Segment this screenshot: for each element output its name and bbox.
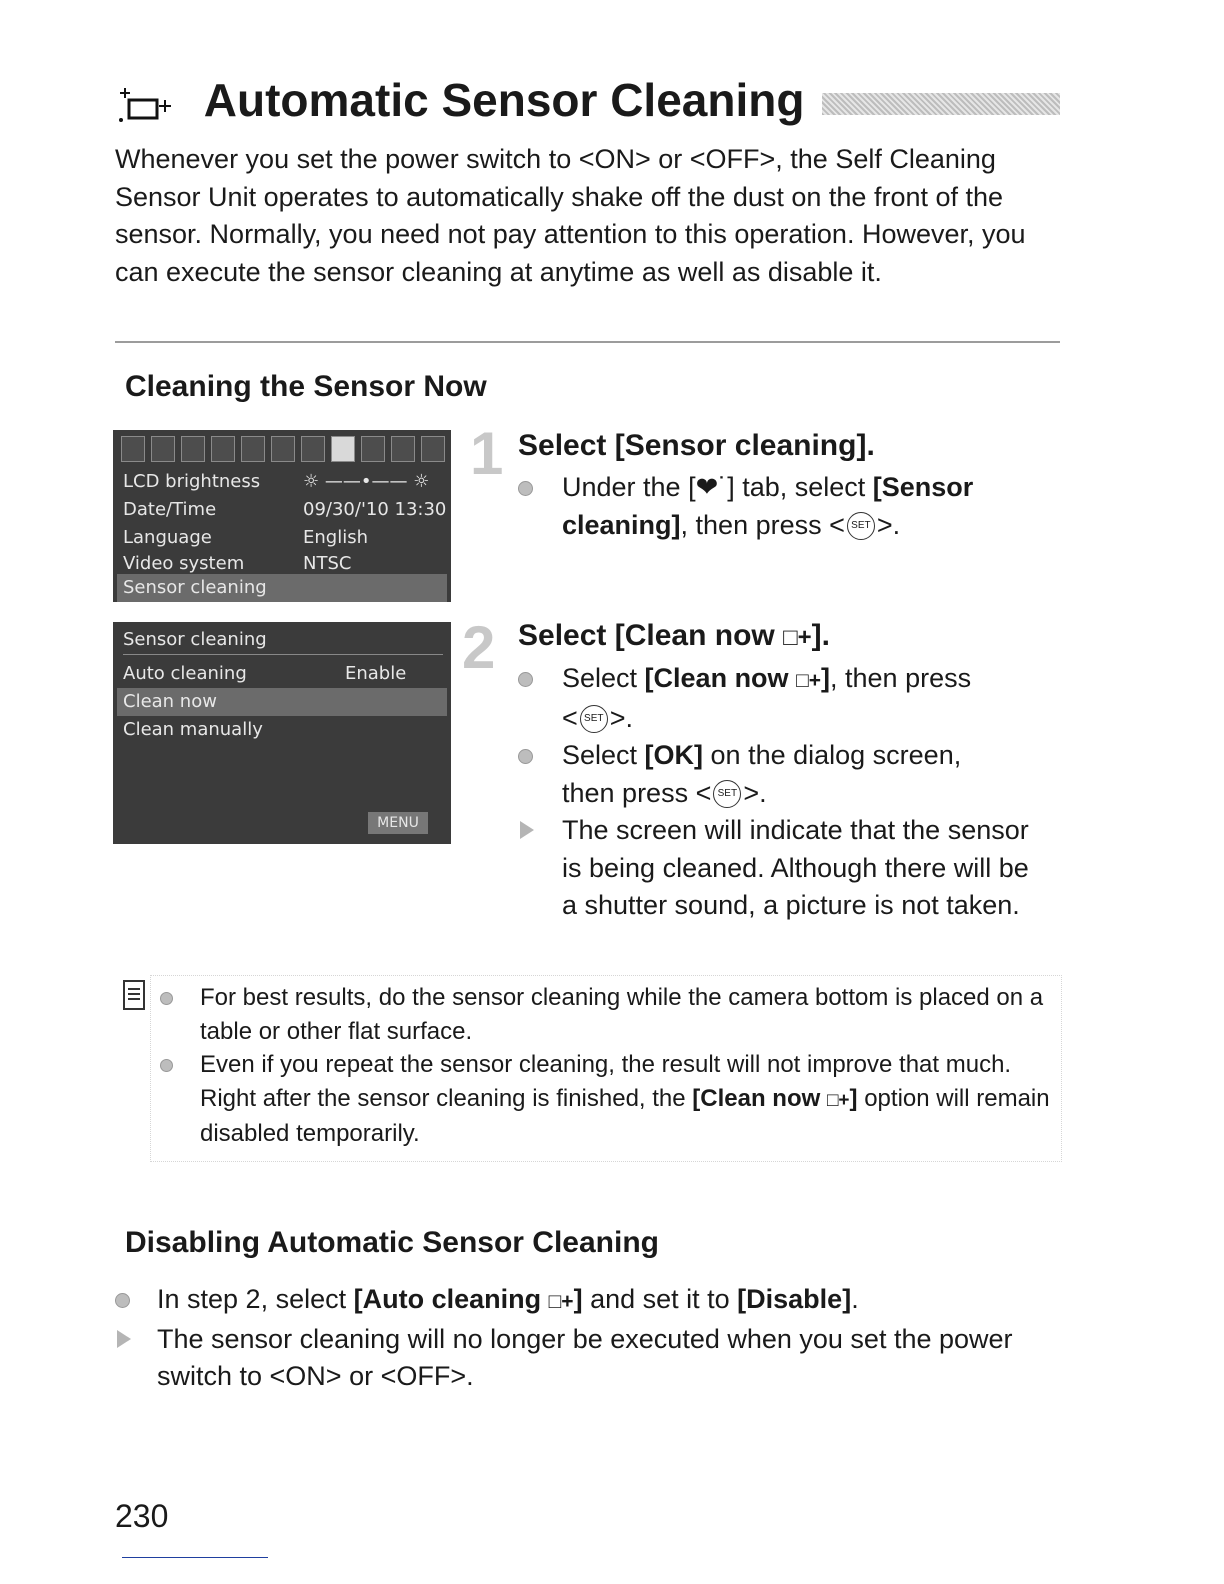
step-title: [518, 618, 830, 656]
page-title: [115, 72, 804, 128]
step1-bullets: [518, 469, 1038, 544]
text: Under the [: [562, 472, 696, 502]
set-button-icon: SET: [580, 705, 608, 733]
text: >.: [743, 777, 767, 808]
menu-tab-icon: [391, 436, 415, 462]
menu-header: Sensor cleaning: [123, 626, 443, 655]
text: [Auto cleaning: [353, 1284, 549, 1314]
menu-row-value: English: [303, 527, 368, 548]
bullet-icon: [518, 481, 533, 496]
list-item: [518, 469, 1038, 544]
text: >.: [609, 702, 634, 733]
list-item: [518, 775, 1048, 813]
menu-tab-icon: [181, 436, 205, 462]
menu-row-label: LCD brightness: [123, 471, 261, 492]
text: [OK]: [644, 740, 704, 770]
menu-tabs: [121, 436, 445, 462]
setup-tab-icon: [331, 436, 355, 462]
list-item: [518, 812, 1048, 925]
text: , then press <: [680, 509, 845, 540]
bullet-icon: [160, 1059, 173, 1072]
menu-row-label: Video system: [123, 553, 245, 574]
menu-tab-icon: [121, 436, 145, 462]
text: ]: [573, 1284, 583, 1314]
text: ]: [849, 1084, 858, 1112]
text: [Disable]: [737, 1284, 852, 1314]
text: and set it to: [582, 1284, 738, 1314]
menu-row: [123, 468, 443, 496]
text: ].: [811, 619, 830, 652]
list-item: [160, 981, 1055, 1048]
menu-row-selected: [117, 688, 447, 716]
memo-icon: [123, 980, 145, 1010]
sensor-cleaning-icon: □+: [783, 624, 812, 651]
step-number: 1: [470, 420, 504, 487]
section-heading-disable: Disabling Automatic Sensor Cleaning: [125, 1226, 659, 1259]
menu-row: [123, 716, 443, 744]
list-item: [518, 700, 1048, 738]
menu-tab-icon: [241, 436, 265, 462]
text: The sensor cleaning will no longer be executed when you set the power switch to <ON> or <OFF>.: [157, 1323, 1013, 1391]
set-button-icon: SET: [713, 780, 741, 808]
text: [Sensor cleaning]: [562, 472, 974, 540]
text: The screen will indicate that the sensor is being cleaned. Although there will be a shutter sound, a picture is not taken.: [562, 815, 1029, 920]
bullet-icon: [115, 1293, 130, 1308]
bullet-icon: [160, 992, 173, 1005]
menu-back-button-label: MENU: [368, 812, 428, 834]
text: then press <: [562, 777, 712, 808]
bullet-icon: [518, 672, 533, 687]
title-decoration-bar: [822, 93, 1060, 115]
sensor-cleaning-icon: □+: [796, 669, 822, 692]
list-item: [160, 1048, 1055, 1151]
text: Select: [562, 740, 645, 770]
camera-menu-screen-setup: [113, 430, 451, 602]
step-title: Select [Sensor cleaning].: [518, 429, 875, 462]
section-heading-clean-now: Cleaning the Sensor Now: [125, 370, 487, 403]
text: .: [851, 1284, 859, 1314]
text: In step 2, select: [157, 1284, 354, 1314]
menu-tab-icon: [361, 436, 385, 462]
sensor-cleaning-icon: [115, 84, 177, 124]
menu-tab-icon: [271, 436, 295, 462]
text: Even if you repeat the sensor cleaning, the result will not improve that much. Right after the sensor cleaning is finished, the: [200, 1051, 1012, 1112]
menu-row-label: Sensor cleaning: [123, 577, 267, 598]
menu-row-label: Auto cleaning: [123, 663, 247, 684]
menu-tab-icon: [421, 436, 445, 462]
menu-row-value: Enable: [345, 663, 407, 684]
result-arrow-icon: [520, 821, 534, 839]
text: For best results, do the sensor cleaning while the camera bottom is placed on a table or other flat surface.: [200, 984, 1044, 1045]
menu-row-value: NTSC: [303, 553, 352, 574]
result-arrow-icon: [117, 1330, 131, 1348]
camera-menu-screen-sensor-cleaning: [113, 622, 451, 844]
list-item: [518, 660, 1048, 700]
page-number: 230: [115, 1498, 169, 1534]
step-number: 2: [462, 614, 496, 681]
notes: [160, 981, 1055, 1151]
intro-paragraph: Whenever you set the power switch to <ON> or <OFF>, the Self Cleaning Sensor Unit operates to automatically shake off the dust on the front of the sensor. Normally, you need not pay attention to this operation. However, you can execute the sensor cleaning at anytime as well as disable it.: [115, 144, 1026, 287]
text: Select: [562, 663, 645, 693]
menu-row-selected: [117, 574, 447, 602]
page-title-text: Automatic Sensor Cleaning: [203, 74, 805, 126]
list-item: [518, 737, 1048, 775]
text: option will remain disabled temporarily.: [200, 1084, 1050, 1147]
menu-tab-icon: [211, 436, 235, 462]
text: ]: [821, 663, 831, 693]
menu-row: [123, 660, 443, 688]
text: <: [562, 702, 578, 733]
set-button-icon: SET: [847, 512, 875, 540]
bullet-icon: [518, 749, 533, 764]
list-item: [115, 1321, 1060, 1396]
sensor-cleaning-icon: □+: [826, 1089, 850, 1111]
text: >.: [876, 509, 901, 540]
list-item: [115, 1281, 1060, 1321]
section2-bullets: [115, 1281, 1060, 1396]
text: ] tab, select: [727, 472, 873, 502]
menu-tab-icon: [151, 436, 175, 462]
page-link-underline: [122, 1557, 268, 1558]
menu-tab-icon: [301, 436, 325, 462]
setup-tab-icon: ❤˙: [695, 472, 728, 502]
text: , then press: [830, 663, 972, 693]
menu-row-label: Date/Time: [123, 499, 217, 520]
menu-row-label: Language: [123, 527, 212, 548]
section-divider: [115, 341, 1060, 343]
text: Select [Clean now: [518, 619, 784, 652]
text: on the dialog screen,: [703, 740, 962, 770]
menu-row-label: Clean now: [123, 691, 217, 712]
menu-row: [123, 496, 447, 524]
text: [Clean now: [692, 1084, 827, 1112]
menu-row-label: Clean manually: [123, 719, 263, 740]
step2-bullets: [518, 660, 1048, 925]
menu-row-value: 09/30/'10 13:30: [303, 499, 447, 520]
brightness-slider-icon: ☼ ——•—— ☼: [303, 471, 430, 492]
menu-row: [123, 524, 443, 552]
text: [Clean now: [644, 663, 797, 693]
sensor-cleaning-icon: □+: [548, 1290, 574, 1313]
